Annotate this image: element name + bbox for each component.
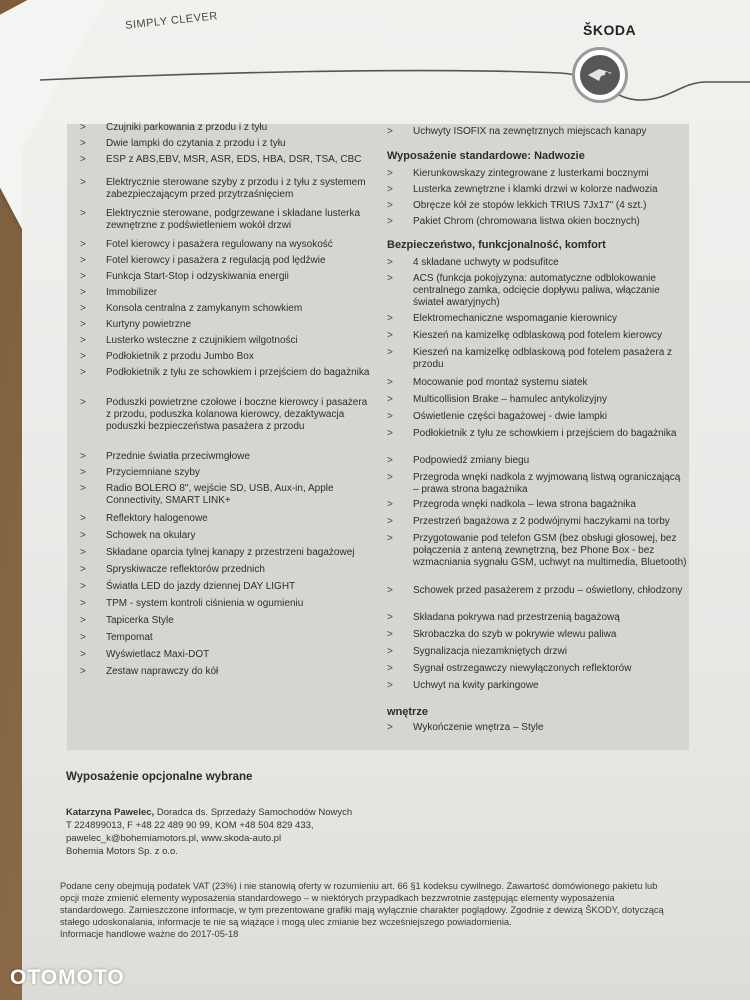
bullet-arrow-icon: >: [80, 451, 86, 462]
list-item: > Dwie lampki do czytania z przodu i z tyłu: [80, 138, 370, 154]
list-item: > Sygnał ostrzegawczy niewyłączonych reflektorów: [387, 663, 687, 680]
bullet-arrow-icon: >: [387, 216, 393, 227]
dealer-contact: [66, 806, 666, 858]
bullet-arrow-icon: >: [80, 367, 86, 378]
bullet-arrow-icon: >: [80, 547, 86, 558]
bullet-arrow-icon: >: [387, 428, 393, 439]
bullet-arrow-icon: >: [387, 377, 393, 388]
list-item: > Tempomat: [80, 632, 370, 649]
list-item: > Sygnalizacja niezamkniętych drzwi: [387, 646, 687, 663]
bullet-arrow-icon: >: [387, 394, 393, 405]
disclaimer-line: Informacje handlowe ważne do 2017-05-18: [60, 929, 239, 939]
list-item: > Przygotowanie pod telefon GSM (bez obsługi głosowej, bez połączenia z anteną zewnętrzną, bez Phone Box - bez wzmacniania sygnału GSM, uchwyt na multimedia, Bluetooth): [387, 533, 687, 585]
list-item: > Multicollision Brake – hamulec antykolizyjny: [387, 394, 687, 411]
bullet-arrow-icon: >: [80, 397, 86, 408]
standard-equipment-left-column: [80, 122, 370, 683]
bullet-arrow-icon: >: [387, 257, 393, 268]
bullet-arrow-icon: >: [80, 564, 86, 575]
bullet-arrow-icon: >: [80, 177, 86, 188]
bullet-arrow-icon: >: [80, 138, 86, 149]
bullet-arrow-icon: >: [387, 472, 393, 483]
contact-name: Katarzyna Pawelec,: [66, 807, 155, 818]
bullet-arrow-icon: >: [387, 411, 393, 422]
brand-name: ŠKODA: [583, 22, 637, 38]
bullet-arrow-icon: >: [80, 271, 86, 282]
optional-equipment-heading: Wyposażenie opcjonalne wybrane: [66, 771, 253, 783]
list-item: > Kieszeń na kamizelkę odblaskową pod fotelem pasażera z przodu: [387, 347, 687, 377]
bullet-arrow-icon: >: [80, 581, 86, 592]
bullet-arrow-icon: >: [80, 335, 86, 346]
bullet-arrow-icon: >: [387, 330, 393, 341]
bullet-arrow-icon: >: [387, 200, 393, 211]
list-item: > Uchwyt na kwity parkingowe: [387, 680, 687, 706]
contact-company: Bohemia Motors Sp. z o.o.: [66, 846, 178, 857]
list-item: > Zestaw naprawczy do kół: [80, 666, 370, 683]
legal-disclaimer: [60, 880, 700, 940]
list-item: > Składana pokrywa nad przestrzenią bagażową: [387, 612, 687, 629]
bullet-arrow-icon: >: [387, 533, 393, 544]
bullet-arrow-icon: >: [387, 499, 393, 510]
list-item: > ESP z ABS,EBV, MSR, ASR, EDS, HBA, DSR, TSA, CBC: [80, 154, 370, 177]
bullet-arrow-icon: >: [80, 598, 86, 609]
list-item: > Reflektory halogenowe: [80, 513, 370, 530]
list-item: > Podłokietnik z tyłu ze schowkiem i przejściem do bagażnika: [80, 367, 370, 397]
list-item: > Uchwyty ISOFIX na zewnętrznych miejscach kanapy: [387, 126, 687, 150]
list-item: > Przegroda wnęki nadkola – lewa strona bagażnika: [387, 499, 687, 516]
list-item: > Spryskiwacze reflektorów przednich: [80, 564, 370, 581]
bullet-arrow-icon: >: [80, 319, 86, 330]
bullet-arrow-icon: >: [80, 239, 86, 250]
bullet-arrow-icon: >: [387, 585, 393, 596]
list-item: > Elektromechaniczne wspomaganie kierownicy: [387, 313, 687, 330]
bullet-arrow-icon: >: [80, 351, 86, 362]
winged-arrow-icon: [580, 55, 620, 95]
list-item: > 4 składane uchwyty w podsufitce: [387, 257, 687, 273]
section-heading-interior: wnętrze: [387, 706, 428, 718]
contact-email-web: pawelec_k@bohemiamotors.pl, www.skoda-auto.pl: [66, 833, 282, 844]
bullet-arrow-icon: >: [387, 313, 393, 324]
list-item: > Konsola centralna z zamykanym schowkiem: [80, 303, 370, 319]
list-item: > Radio BOLERO 8", wejście SD, USB, Aux-in, Apple Connectivity, SMART LINK+: [80, 483, 370, 513]
list-item: > TPM - system kontroli ciśnienia w ogumieniu: [80, 598, 370, 615]
bullet-arrow-icon: >: [80, 303, 86, 314]
bullet-arrow-icon: >: [80, 530, 86, 541]
list-item: > Oświetlenie części bagażowej - dwie lampki: [387, 411, 687, 428]
bullet-arrow-icon: >: [387, 126, 393, 137]
list-item: > Pakiet Chrom (chromowana listwa okien bocznych): [387, 216, 687, 239]
list-item: > Przestrzeń bagażowa z 2 podwójnymi haczykami na torby: [387, 516, 687, 533]
list-item: > Fotel kierowcy i pasażera z regulacją pod lędźwie: [80, 255, 370, 271]
list-item: > Przyciemniane szyby: [80, 467, 370, 483]
disclaimer-line: stałego udoskonalania, informacje te nie są wiążące i mogą ulec zmianie bez wcześniejszego powiadomienia.: [60, 917, 512, 927]
contact-phones: T 224899013, F +48 22 489 90 99, KOM +48 504 829 433,: [66, 820, 314, 831]
list-item: > Podpowiedź zmiany biegu: [387, 455, 687, 472]
contact-role: Doradca ds. Sprzedaży Samochodów Nowych: [156, 807, 353, 818]
list-item: > Immobilizer: [80, 287, 370, 303]
bullet-arrow-icon: >: [387, 646, 393, 657]
bullet-arrow-icon: >: [80, 255, 86, 266]
disclaimer-line: standardowego. Zamieszczone informacje, w tym prezentowane grafiki mają wyłącznie charakter poglądowy. Zgodnie z dewizą ŠKODY, dotyczącą: [60, 905, 664, 915]
list-item: > ACS (funkcja pokojyzyna: automatyczne odblokowanie centralnego zamka, odcięcie dopływu paliwa, włączanie świateł awaryjnych): [387, 273, 687, 313]
bullet-arrow-icon: >: [80, 208, 86, 219]
bullet-arrow-icon: >: [80, 122, 86, 133]
list-item: > Światła LED do jazdy dziennej DAY LIGHT: [80, 581, 370, 598]
list-item: > Podłokietnik z tyłu ze schowkiem i przejściem do bagażnika: [387, 428, 687, 455]
bullet-arrow-icon: >: [387, 516, 393, 527]
bullet-arrow-icon: >: [387, 168, 393, 179]
list-item: > Funkcja Start-Stop i odzyskiwania energii: [80, 271, 370, 287]
bullet-arrow-icon: >: [387, 663, 393, 674]
bullet-arrow-icon: >: [80, 649, 86, 660]
bullet-arrow-icon: >: [387, 273, 393, 284]
otomoto-watermark: OTOMOTO: [10, 966, 125, 989]
list-item: > Elektrycznie sterowane szyby z przodu i z tyłu z systemem zabezpieczającym przed przytrzaśnięciem: [80, 177, 370, 208]
header-curve-line: [40, 55, 750, 115]
bullet-arrow-icon: >: [387, 680, 393, 691]
bullet-arrow-icon: >: [80, 615, 86, 626]
section-heading-nadwozie: Wyposażenie standardowe: Nadwozie: [387, 150, 585, 162]
bullet-arrow-icon: >: [387, 455, 393, 466]
list-item: > Schowek na okulary: [80, 530, 370, 547]
list-item: > Fotel kierowcy i pasażera regulowany na wysokość: [80, 239, 370, 255]
bullet-arrow-icon: >: [387, 629, 393, 640]
list-item: > Wyświetlacz Maxi-DOT: [80, 649, 370, 666]
bullet-arrow-icon: >: [80, 287, 86, 298]
list-item: > Elektrycznie sterowane, podgrzewane i składane lusterka zewnętrzne z podświetleniem wokół drzwi: [80, 208, 370, 239]
skoda-logo: [572, 47, 628, 103]
list-item: > Podłokietnik z przodu Jumbo Box: [80, 351, 370, 367]
list-item: > Lusterka zewnętrzne i klamki drzwi w kolorze nadwozia: [387, 184, 687, 200]
disclaimer-line: opcji może zmienić elementy wyposażenia standardowego – w niektórych przypadkach bezzwrotnie zastępując elementy wyposażenia: [60, 893, 615, 903]
bullet-arrow-icon: >: [387, 347, 393, 358]
list-item: > Obręcze kół ze stopów lekkich TRIUS 7Jx17" (4 szt.): [387, 200, 687, 216]
bullet-arrow-icon: >: [80, 666, 86, 677]
bullet-arrow-icon: >: [80, 483, 86, 494]
list-item: > Kierunkowskazy zintegrowane z lusterkami bocznymi: [387, 168, 687, 184]
section-heading-safety: Bezpieczeństwo, funkcjonalność, komfort: [387, 239, 606, 251]
brand-slogan: SIMPLY CLEVER: [124, 10, 219, 32]
list-item: > Tapicerka Style: [80, 615, 370, 632]
list-item: > Czujniki parkowania z przodu i z tyłu: [80, 122, 370, 138]
list-item: > Przednie światła przeciwmgłowe: [80, 451, 370, 467]
list-item: > Kurtyny powietrzne: [80, 319, 370, 335]
list-item: > Skrobaczka do szyb w pokrywie wlewu paliwa: [387, 629, 687, 646]
list-item: > Przegroda wnęki nadkola z wyjmowaną listwą ograniczającą – prawa strona bagażnika: [387, 472, 687, 499]
bullet-arrow-icon: >: [80, 632, 86, 643]
standard-equipment-right-column: [387, 126, 687, 738]
bullet-arrow-icon: >: [387, 612, 393, 623]
bullet-arrow-icon: >: [80, 467, 86, 478]
list-item: > Kieszeń na kamizelkę odblaskową pod fotelem kierowcy: [387, 330, 687, 347]
list-item: > Schowek przed pasażerem z przodu – oświetlony, chłodzony: [387, 585, 687, 612]
list-item: > Mocowanie pod montaż systemu siatek: [387, 377, 687, 394]
contact-line-name: [66, 806, 666, 819]
disclaimer-line: Podane ceny obejmują podatek VAT (23%) i nie stanowią oferty w rozumieniu art. 66 §1 kodeksu cywilnego. Zawartość domówionego pakietu lub: [60, 881, 658, 891]
list-item: > Poduszki powietrzne czołowe i boczne kierowcy i pasażera z przodu, poduszka kolanowa kierowcy, dezaktywacja poduszki bezpieczeństwa pasażera z przodu: [80, 397, 370, 451]
list-item: > Lusterko wsteczne z czujnikiem wilgotności: [80, 335, 370, 351]
bullet-arrow-icon: >: [80, 154, 86, 165]
list-item: > Wykończenie wnętrza – Style: [387, 722, 687, 738]
list-item: > Składane oparcia tylnej kanapy z przestrzeni bagażowej: [80, 547, 370, 564]
bullet-arrow-icon: >: [387, 722, 393, 733]
bullet-arrow-icon: >: [387, 184, 393, 195]
bullet-arrow-icon: >: [80, 513, 86, 524]
